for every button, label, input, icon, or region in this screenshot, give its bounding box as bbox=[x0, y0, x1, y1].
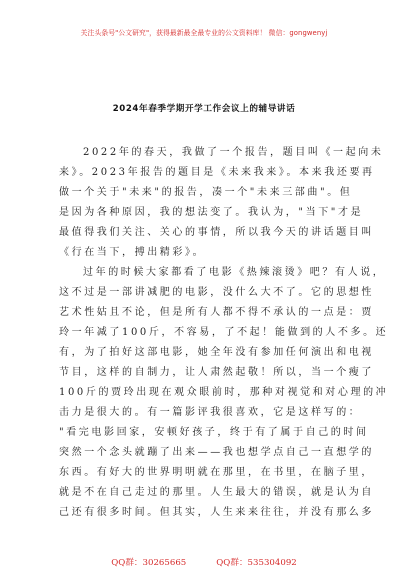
body-text-line: 最值得我们关注、关心的事情，所以我今天的讲话题目叫 bbox=[59, 227, 374, 238]
header-promo-note: 关注头条号"公文研究"，获得最新最全最专业的公文资料库！ 微信：gongwenyj bbox=[80, 29, 328, 37]
body-text-line: 击力是很大的。有一篇影评我很喜欢，它是这样写的： bbox=[59, 407, 362, 418]
footer-contact bbox=[0, 556, 408, 568]
body-text-line: 有，为了拍好这部电影，她全年没有参加任何演出和电视 bbox=[59, 347, 374, 358]
document-title: 2024年春季学期开学工作会议上的辅导讲话 bbox=[112, 104, 296, 114]
body-text-line: 这不过是一部讲减肥的电影，没什么大不了。它的思想性 bbox=[59, 287, 374, 298]
body-text-line: 2022年的春天，我做了一个报告，题目叫《一起向未 bbox=[83, 147, 384, 158]
body-text-line: 来》。2023年报告的题目是《未来我来》。本来我还要再 bbox=[59, 167, 375, 178]
body-text-line: 突然一个念头就蹦了出来——我也想学点自己一直想学的 bbox=[59, 447, 374, 458]
body-text-line: 玲一年减了100斤，不容易，了不起！能做到的人不多。还 bbox=[59, 327, 389, 338]
body-text-line: 东西。有好大的世界明明就在那里，在书里，在脑子里， bbox=[59, 467, 374, 478]
body-text-line: 节目，这样的自制力，让人肃然起敬！所以，当一个瘦了 bbox=[59, 367, 374, 378]
body-text-line: 己还有很多时间。但其实，人生来来往往，并没有那么多 bbox=[59, 507, 374, 518]
body-text-line: 是因为各种原因，我的想法变了。我认为，"当下"才是 bbox=[59, 207, 364, 218]
footer-qq-group-2: QQ群：535304092 bbox=[216, 558, 297, 568]
body-text-line: 做一个关于"未来"的报告，凑一个"未来三部曲"。但 bbox=[59, 187, 353, 198]
body-text-line: 100斤的贾玲出现在观众眼前时，那种对视觉和对心理的冲 bbox=[59, 387, 389, 398]
document-body bbox=[59, 143, 389, 523]
body-text-line: 艺术性姑且不论，但是所有人都不得不承认的一点是：贾 bbox=[59, 307, 374, 318]
body-text-line: 《行在当下，搏出精彩》。 bbox=[59, 247, 206, 258]
body-text-line: 过年的时候大家都看了电影《热辣滚烫》吧？有人说， bbox=[83, 267, 386, 278]
footer-qq-group-1: QQ群：30265665 bbox=[111, 558, 187, 568]
body-text-line: "看完电影回家，安顿好孩子，终于有了属于自己的时间 bbox=[59, 427, 369, 438]
body-text-line: 就是不在自己走过的那里。人生最大的错误，就是认为自 bbox=[59, 487, 374, 498]
